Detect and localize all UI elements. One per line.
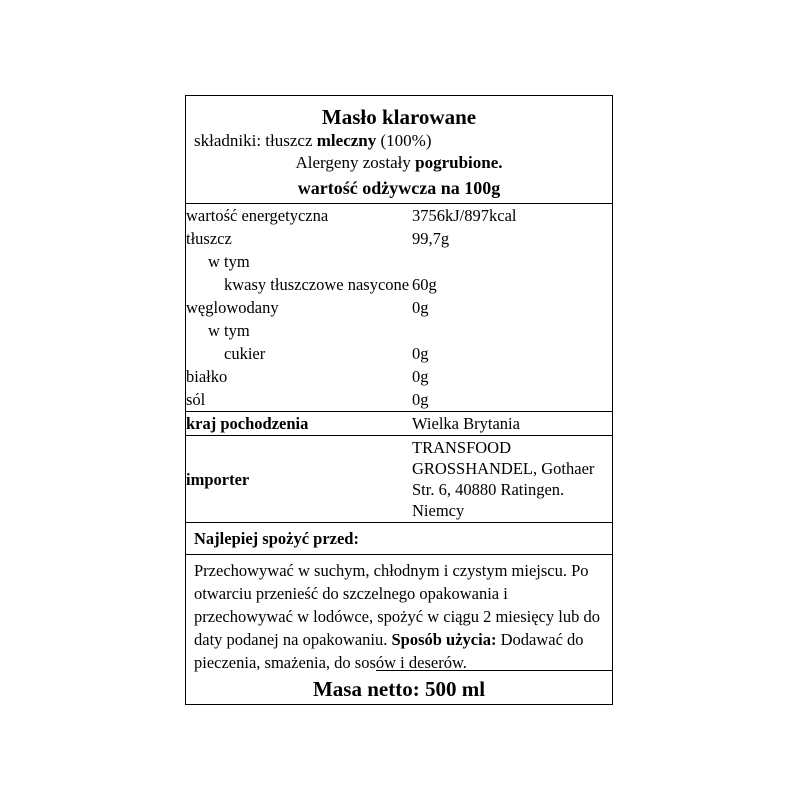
net-weight-value: 500 ml: [424, 677, 486, 701]
nutrition-value: 0g: [412, 344, 429, 363]
allergen-note-bold: pogrubione.: [415, 153, 503, 172]
table-row: [186, 273, 612, 296]
allergen-note-prefix: Alergeny zostały: [295, 153, 416, 172]
table-row: [186, 388, 612, 412]
nutrition-value: [412, 319, 612, 342]
nutrition-value: 60g: [412, 275, 437, 294]
table-row: [186, 342, 612, 365]
importer-value: TRANSFOOD GROSSHANDEL, Gothaer Str. 6, 40880 Ratingen. Niemcy: [412, 436, 612, 523]
best-before-label: Najlepiej spożyć przed:: [194, 529, 359, 548]
nutrition-heading: wartość odżywcza na 100g: [297, 178, 501, 198]
nutrition-value: 0g: [412, 390, 429, 409]
allergen-note: [186, 152, 612, 174]
ingredients-prefix: składniki: tłuszcz: [194, 131, 317, 150]
product-label: [185, 95, 613, 705]
nutrition-table: [186, 204, 612, 522]
product-title: Masło klarowane: [321, 105, 477, 129]
storage-instructions: [186, 555, 612, 680]
table-row: [186, 319, 612, 342]
nutrition-value: 99,7g: [412, 229, 450, 248]
net-weight: [186, 671, 612, 704]
storage-text-1: Przechowywać w suchym, chłodnym i czystym miejscu. Po otwarciu przenieść do szczelnego opakowania i przechowywać w lodówce, spożyć w ciągu 2 miesięcy lub do daty podanej na opakowaniu.: [194, 561, 600, 649]
nutrition-label: sól: [186, 390, 206, 409]
nutrition-value: 0g: [412, 367, 429, 386]
nutrition-value: 3756kJ/897kcal: [412, 206, 517, 225]
table-row: [186, 296, 612, 319]
nutrition-label: wartość energetyczna: [186, 206, 329, 225]
nutrition-label: cukier: [224, 344, 266, 363]
nutrition-label: w tym: [208, 321, 250, 340]
table-row: [186, 204, 612, 227]
nutrition-label: kwasy tłuszczowe nasycone: [224, 275, 410, 294]
nutrition-label: białko: [186, 367, 228, 386]
origin-value: Wielka Brytania: [412, 412, 612, 436]
nutrition-label: węglowodany: [186, 298, 279, 317]
net-weight-label: Masa netto:: [312, 677, 420, 701]
table-row-origin: [186, 412, 612, 436]
net-weight-section: [186, 670, 612, 704]
ingredients-suffix: (100%): [376, 131, 432, 150]
nutrition-label: tłuszcz: [186, 229, 232, 248]
ingredients-line: [186, 130, 612, 152]
table-row: [186, 365, 612, 388]
table-row: [186, 227, 612, 250]
nutrition-value: 0g: [412, 298, 429, 317]
ingredients-allergen: mleczny: [316, 131, 377, 150]
table-row: [186, 250, 612, 273]
storage-text-2: Dodawać do pieczenia, smażenia, do sosów i deserów.: [194, 630, 584, 672]
importer-label: importer: [186, 436, 412, 523]
nutrition-value: [412, 250, 612, 273]
table-row-importer: [186, 436, 612, 523]
origin-label: kraj pochodzenia: [186, 412, 412, 436]
usage-heading: Sposób użycia:: [391, 630, 497, 649]
nutrition-label: w tym: [208, 252, 250, 271]
